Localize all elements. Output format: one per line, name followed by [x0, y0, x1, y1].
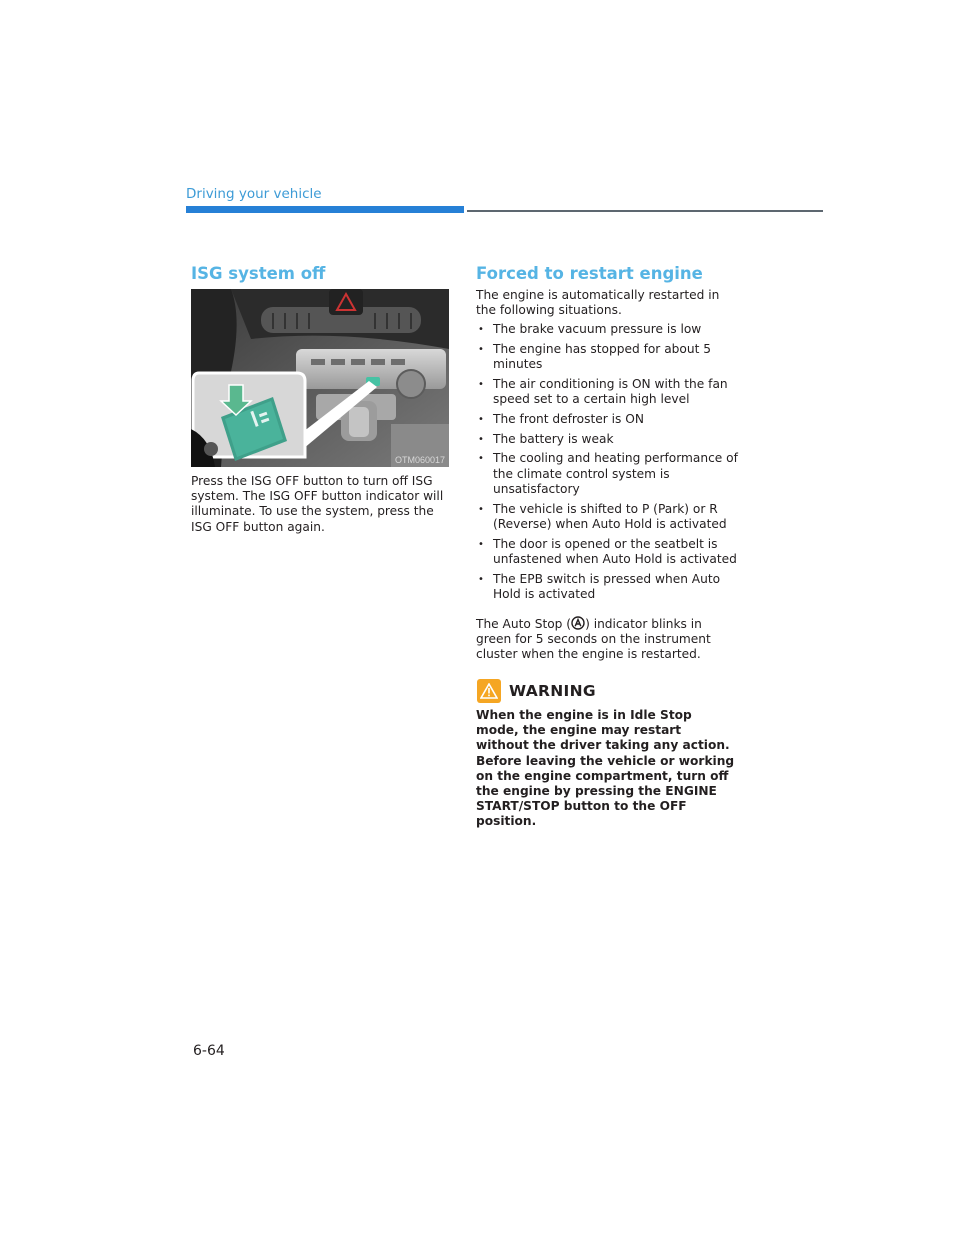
list-item: • The air conditioning is ON with the fan speed set to a certain high level: [478, 376, 728, 406]
auto-stop-paragraph: The Auto Stop ( ) indicator blinks in green for 5 seconds on the instrument cluster when the engine is restarted.: [476, 617, 711, 662]
section-title-isg-off: ISG system off: [191, 264, 326, 283]
forced-restart-intro: The engine is automatically restarted in the following situations.: [476, 288, 720, 318]
list-item: • The brake vacuum pressure is low: [478, 322, 702, 336]
restart-conditions-list: [476, 322, 741, 607]
warning-label: WARNING: [509, 682, 596, 700]
list-item: • The front defroster is ON: [478, 411, 644, 426]
list-item: • The battery is weak: [478, 431, 614, 446]
page-number: 6-64: [193, 1043, 225, 1059]
list-item: • The cooling and heating performance of the climate control system is unsatisfactory: [478, 451, 738, 496]
list-item: • The EPB switch is pressed when Auto Hold is activated: [478, 571, 721, 601]
isg-off-figure: [191, 289, 449, 467]
warning-triangle-icon: [477, 679, 501, 703]
section-title-forced-restart: Forced to restart engine: [476, 264, 703, 283]
isg-off-button-illustration: [191, 289, 449, 467]
list-item: • The vehicle is shifted to P (Park) or R (Reverse) when Auto Hold is activated: [478, 501, 727, 531]
isg-off-paragraph: Press the ISG OFF button to turn off ISG system. The ISG OFF button indicator will illuminate. To use the system, press the ISG OFF button again.: [191, 474, 444, 534]
figure-code: OTM060017: [394, 455, 445, 465]
header-rule-gray: [467, 210, 823, 212]
auto-stop-icon: [571, 616, 585, 630]
warning-body: When the engine is in Idle Stop mode, the engine may restart without the driver taking any action. Before leaving the vehicle or working on the engine compartment, turn off the engine by pressing the ENGINE START/STOP button to the OFF position.: [476, 708, 735, 829]
header-section-label: Driving your vehicle: [186, 186, 322, 202]
header-rule-blue: [186, 206, 464, 213]
list-item: • The engine has stopped for about 5 minutes: [478, 341, 711, 371]
list-item: • The door is opened or the seatbelt is unfastened when Auto Hold is activated: [478, 536, 737, 566]
warning-heading: [477, 679, 596, 703]
